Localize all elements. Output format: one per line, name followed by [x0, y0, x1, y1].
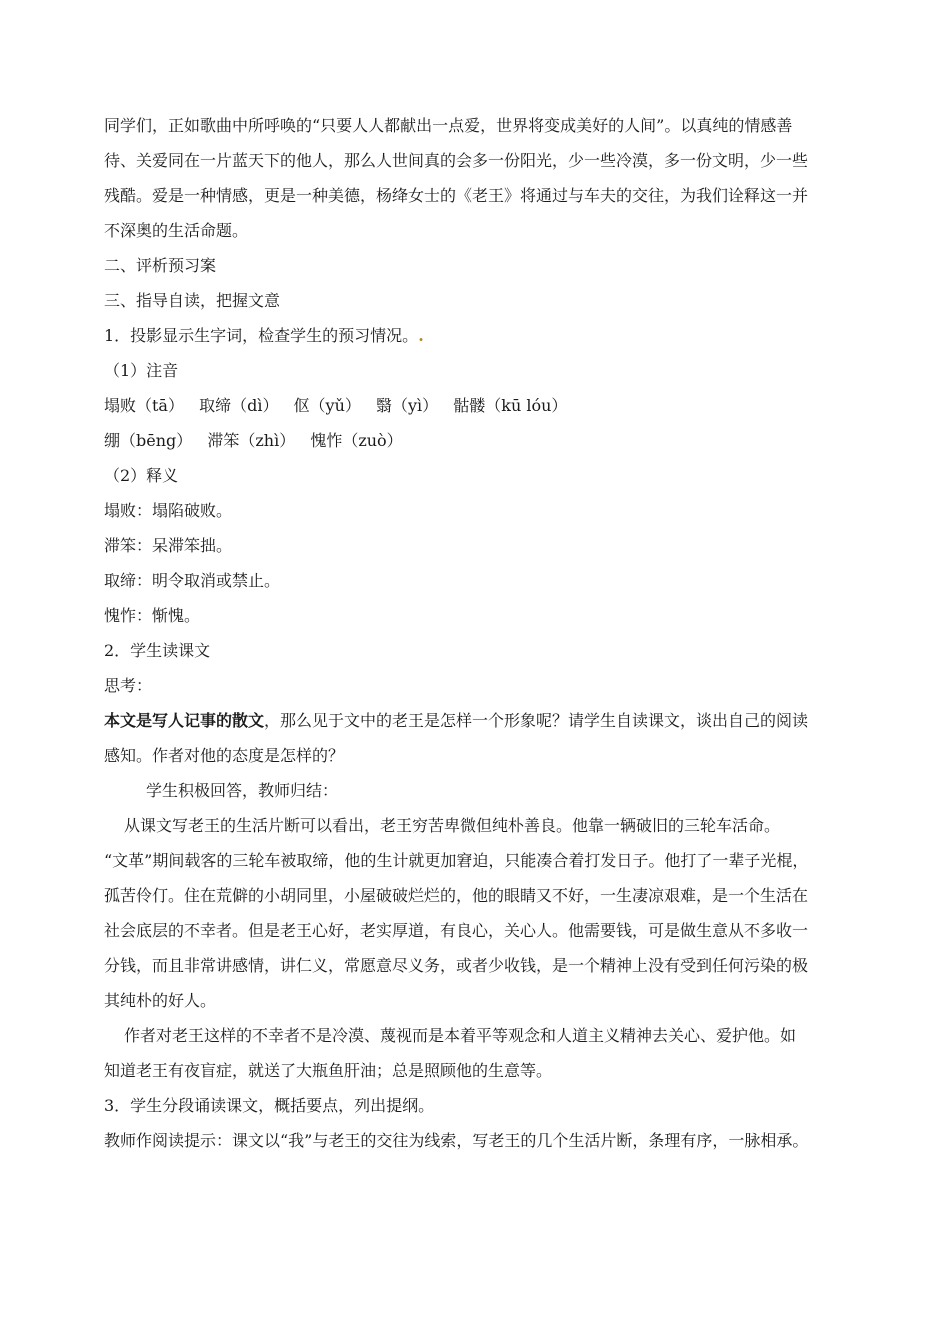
document-body [104, 108, 856, 1158]
sub-heading-pronunciation: （1）注音 [104, 361, 179, 380]
step-3: 3．学生分段诵读课文，概括要点，列出提纲。 [104, 1096, 435, 1115]
pinyin-row-2 [104, 423, 856, 458]
question-line-2: 感知。作者对他的态度是怎样的？ [104, 746, 345, 765]
sub-heading-definitions: （2）释义 [104, 466, 179, 485]
pinyin-item: 滞笨（zhì） [207, 431, 296, 450]
pinyin-row-1 [104, 388, 856, 423]
pinyin-item: 绷（bēng） [104, 431, 193, 450]
pinyin-item: 骷髅（kū lóu） [453, 396, 568, 415]
question [104, 703, 856, 738]
step-1-text: 1．投影显示生字词，检查学生的预习情况。 [104, 326, 419, 345]
intro-line: 残酷。爱是一种情感，更是一种美德，杨绛女士的《老王》将通过与车夫的交往，为我们诠释这一并 [104, 186, 809, 205]
para1-line: 孤苦伶仃。住在荒僻的小胡同里，小屋破破烂烂的，他的眼睛又不好，一生凄凉艰难，是一个生活在 [104, 886, 809, 905]
section-heading-3: 三、指导自读，把握文意 [104, 291, 281, 310]
definition-item: 取缔：明令取消或禁止。 [104, 571, 281, 590]
question-text: ，那么见于文中的老王是怎样一个形象呢？请学生自读课文，谈出自己的阅读 [264, 711, 809, 730]
answer-intro: 学生积极回答，教师归结： [146, 781, 339, 800]
para1-line: 分钱，而且非常讲感情，讲仁义，常愿意尽义务，或者少收钱，是一个精神上没有受到任何污染的极 [104, 956, 809, 975]
intro-line: 不深奥的生活命题。 [104, 221, 249, 240]
pinyin-item: 塌败（tā） [104, 396, 184, 415]
think-label: 思考： [104, 676, 153, 695]
para2-line: 知道老王有夜盲症，就送了大瓶鱼肝油；总是照顾他的生意等。 [104, 1061, 553, 1080]
para1-line: “文革”期间载客的三轮车被取缔，他的生计就更加窘迫，只能凑合着打发日子。他打了一辈子光棍， [104, 851, 809, 870]
section-heading-2: 二、评析预习案 [104, 256, 217, 275]
question-bold: 本文是写人记事的散文 [104, 711, 265, 730]
para2-line: 作者对老王这样的不幸者不是冷漠、蔑视而是本着平等观念和人道主义精神去关心、爱护他。如 [124, 1026, 797, 1045]
pinyin-item: 愧怍（zuò） [310, 431, 403, 450]
para1-line: 社会底层的不幸者。但是老王心好，老实厚道，有良心，关心人。他需要钱，可是做生意从不多收一 [104, 921, 809, 940]
definition-item: 塌败：塌陷破败。 [104, 501, 233, 520]
step-2: 2．学生读课文 [104, 641, 211, 660]
intro-line: 待、关爱同在一片蓝天下的他人，那么人世间真的会多一份阳光，少一些冷漠，多一份文明，少一些 [104, 151, 809, 170]
step-1-mark: . [418, 326, 424, 345]
reading-tip: 教师作阅读提示：课文以“我”与老王的交往为线索，写老王的几个生活片断，条理有序，一脉相承。 [104, 1131, 809, 1150]
definition-item: 滞笨：呆滞笨拙。 [104, 536, 233, 555]
para1-line: 从课文写老王的生活片断可以看出，老王穷苦卑微但纯朴善良。他靠一辆破旧的三轮车活命。 [124, 816, 781, 835]
step-1 [104, 318, 856, 353]
pinyin-item: 伛（yǔ） [293, 396, 361, 415]
pinyin-item: 取缔（dì） [199, 396, 279, 415]
pinyin-item: 翳（yì） [376, 396, 439, 415]
intro-line: 同学们，正如歌曲中所呼唤的“只要人人都献出一点爱，世界将变成美好的人间”。以真纯的情感善 [104, 116, 793, 135]
para1-line: 其纯朴的好人。 [104, 991, 217, 1010]
definition-item: 愧怍：惭愧。 [104, 606, 201, 625]
